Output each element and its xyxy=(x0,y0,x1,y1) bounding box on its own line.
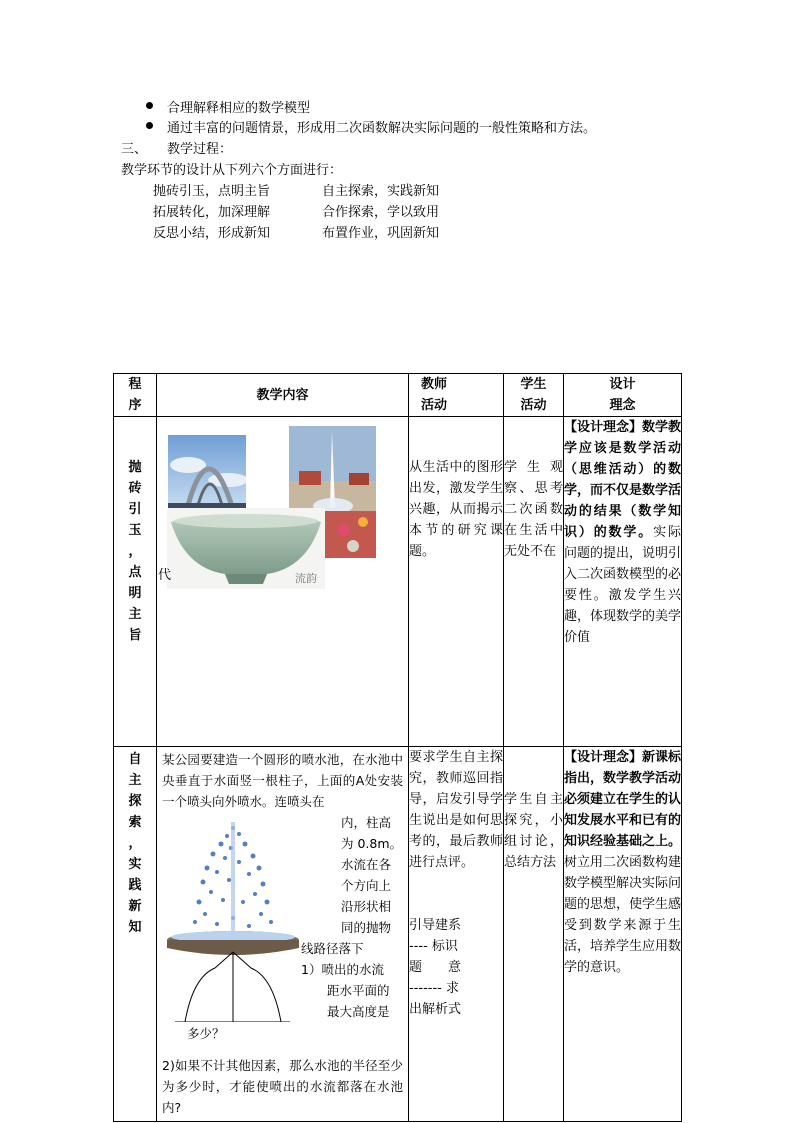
question-2: 2)如果不计其他因素，那么水池的半径至少为多少时，才能使喷出的水流都落在水池内? xyxy=(162,1058,403,1115)
header-procedure: 程 序 xyxy=(114,374,157,417)
phase-item: 拓展转化，加深理解 xyxy=(153,205,271,220)
question-1-line: 最大高度是 xyxy=(327,1004,390,1019)
table-row xyxy=(114,747,682,1122)
table-header-row xyxy=(114,374,682,417)
bullet-icon xyxy=(146,122,153,129)
table-row xyxy=(114,417,682,747)
phase-item: 合作探索，学以致用 xyxy=(322,205,440,220)
stage-cell: 自 主 探 索 ， 实 践 新 知 xyxy=(114,747,157,1122)
problem-continued: 线路径落下 xyxy=(301,941,364,956)
header-content: 教学内容 xyxy=(157,374,409,417)
stage-cell: 抛 砖 引 玉 ， 点 明 主 旨 xyxy=(114,417,157,747)
section-title: 教学过程： xyxy=(167,142,233,157)
problem-side-line: 为 0.8m。 xyxy=(341,836,403,851)
problem-side-line: 个方向上 xyxy=(341,878,392,893)
question-1-line: 距水平面的 xyxy=(327,983,390,998)
problem-side-line: 内，柱高 xyxy=(341,815,392,830)
problem-side-line: 水流在各 xyxy=(341,857,392,872)
student-activity: 学生自主探究，小组讨论，总结方法 xyxy=(504,747,564,1122)
phase-item: 反思小结，形成新知 xyxy=(153,226,271,241)
problem-side-line: 同的抛物 xyxy=(341,920,392,935)
partial-caption: 代 xyxy=(158,568,172,583)
teacher-activity: 要求学生自主探究，教师巡回指导，启发引导学生说出是如何思考的，最后教师进行点评。 引导建系 ---- 标识 题 意 ------- 求 出解析式 xyxy=(409,747,504,1122)
bullet-icon xyxy=(146,102,153,109)
question-1-end: 多少？ xyxy=(187,1026,225,1041)
content-cell xyxy=(157,747,409,1122)
header-student: 学生 活动 xyxy=(504,374,564,417)
bowl-photo xyxy=(167,508,325,589)
phase-item: 布置作业，巩固新知 xyxy=(322,226,440,241)
student-activity: 学生观察、思考二次函数在生活中无处不在 xyxy=(504,417,564,747)
phase-item: 抛砖引玉，点明主旨 xyxy=(153,184,271,199)
intro-text: 教学环节的设计从下列六个方面进行： xyxy=(121,163,343,178)
teacher-activity: 从生活中的图形出发，激发学生兴趣，从而揭示本节的研究课题。 xyxy=(409,417,504,747)
design-cell: 【设计理念】新课标指出，数学教学活动必须建立在学生的认知发展水平和已有的知识经验基础之上。树立用二次函数构建数学模型解决实际问题的思想，使学生感受到数学来源于生活，培养学生应用数学的意识。 xyxy=(564,747,682,1122)
content-cell xyxy=(157,417,409,747)
question-1-line: 1）喷出的水流 xyxy=(301,962,384,977)
objective-2: 通过丰富的问题情景，形成用二次函数解决实际问题的一般性策略和方法。 xyxy=(167,121,597,136)
phase-item: 自主探索，实践新知 xyxy=(322,184,440,199)
objective-1: 合理解释相应的数学模型 xyxy=(167,101,311,116)
lesson-table xyxy=(113,373,682,1122)
seal-text: 流韵 xyxy=(295,572,317,585)
problem-side-line: 沿形状相 xyxy=(341,899,392,914)
section-number: 三、 xyxy=(121,142,148,157)
fountain-diagram xyxy=(165,822,300,1022)
header-teacher: 教师 活动 xyxy=(409,374,504,417)
header-design: 设计 理念 xyxy=(564,374,682,417)
arch-photo xyxy=(168,435,246,513)
design-cell: 【设计理念】数学教学应该是数学活动（思维活动）的数学，而不仅是数学活动的结果（数学知识）的数学。实际问题的提出，说明引入二次函数模型的必要性。激发学生兴趣，体现数学的美学价值 xyxy=(564,417,682,747)
problem-intro: 某公园要建造一个圆形的喷水池，在水池中央垂直于水面竖一根柱子，上面的A处安装一个喷头向外喷水。连喷头在 xyxy=(162,752,403,809)
